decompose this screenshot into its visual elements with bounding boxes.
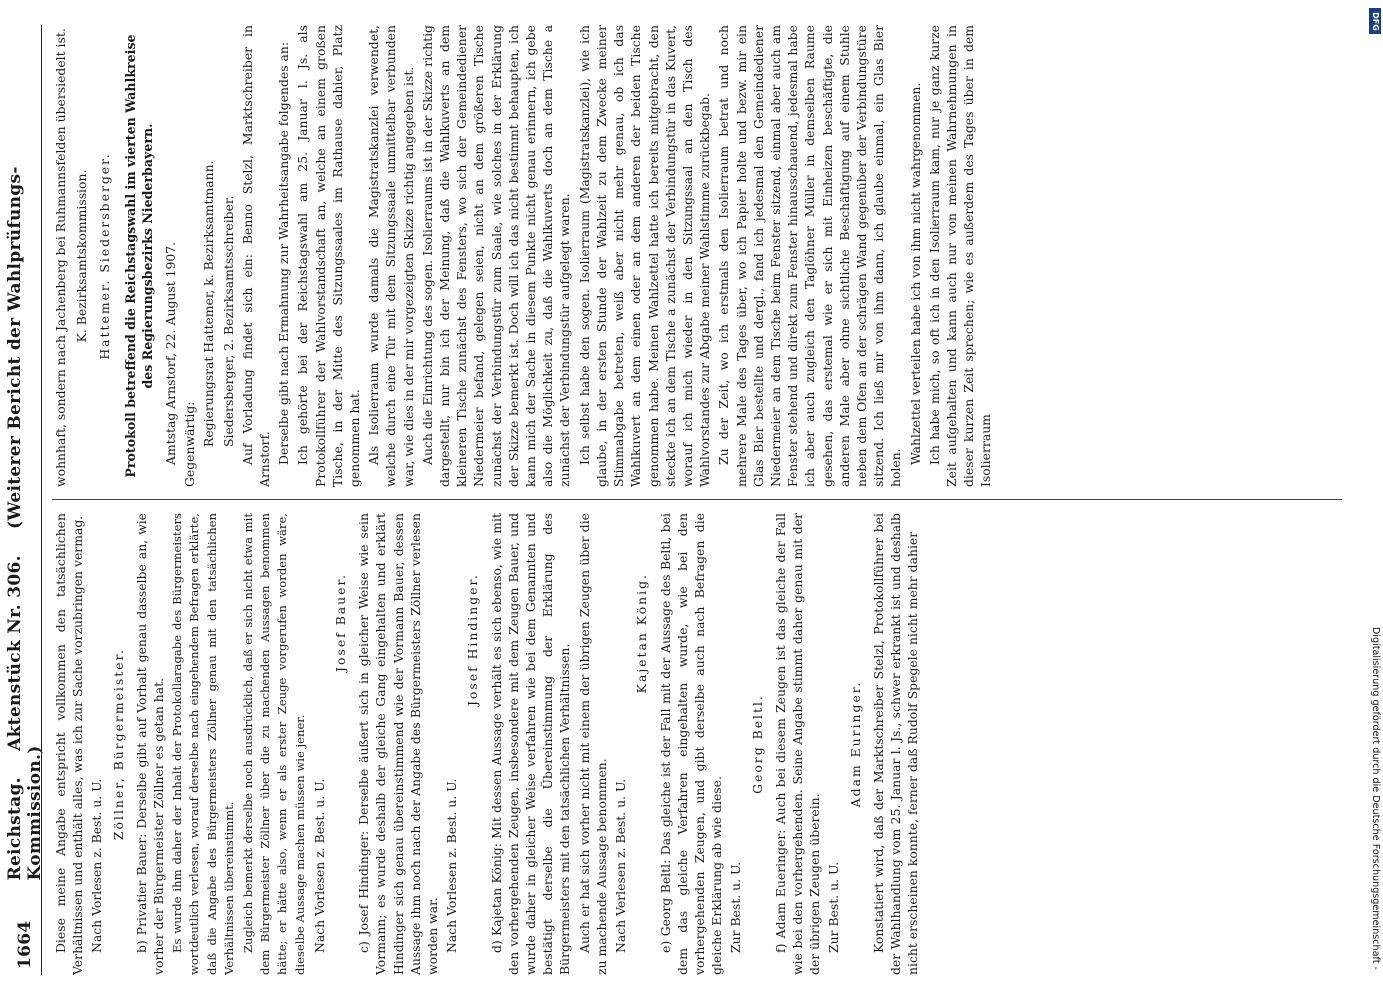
- commission-label: K. Bezirksamtskommission.: [74, 169, 90, 343]
- column-divider: [52, 499, 1342, 500]
- paragraph: Zur Best. u. U.: [728, 861, 744, 953]
- header-title-group: [5, 31, 45, 920]
- signature: Kajetan König.: [634, 573, 650, 694]
- paragraph: Als Isolierraum wurde damals die Magistratskanzlei verwendet, welche durch eine Tür mit dem Sitzungssaale unmittelbar verbunden war, wie dies in der mir vorgezeigten Skizze richtig angegeben ist.: [366, 25, 416, 487]
- paragraph: Nach Vorlesen z. Best. u. U.: [311, 778, 327, 953]
- running-header: [4, 25, 45, 975]
- signature: Georg Beltl.: [749, 694, 765, 794]
- paragraph: Nach Vorlesen z. Best. u. U.: [89, 778, 105, 953]
- paragraph: Konstatiert wird, daß der Marktschreiber Stelzl, Protokollführer bei der Wahlhandlung vom 25. Januar l. Js., schwer erkrankt ist und deshalb nicht erscheinen konnte, ferner daß Rudolf Spegele nicht mehr dahier: [870, 513, 921, 975]
- paragraph: Derselbe gibt nach Ermahnung zur Wahrheitsangabe folgendes an:: [276, 41, 292, 465]
- paragraph: Zu der Zeit, wo ich erstmals den Isolierraum betrat und noch mehrere Male des Tages über, wo ich Papier holte und bezw. mir ein Glas Bier bestellte und dergl., fand ich jedesmal den Gemeindediener Niedermeier an dem Tische beim Fenster sitzend, einmal aber auch am Fenster stehend und direkt zum Fenster hinausschauend, jedesmal habe ich aber auch zugleich den Taglöhner Müller in demselben Raume gesehen, das erstemal wie er sich mit Einheizen beschäftigte, die anderen Male aber ohne sichtliche Beschäftigung auf einem Stuhle neben dem Ofen an der schrägen Wand gegenüber der Verbindungstüre sitzend. Ich ließ mir von ihm dann, ich glaube einmal, ein Glas Bier holen.: [716, 25, 904, 487]
- dfg-logo: [1369, 8, 1381, 34]
- paragraph: Wahlzettel verteilen habe ich von ihm nicht wahrgenommen.: [907, 82, 923, 465]
- paragraph: Ich selbst habe den sogen. Isolierraum (Magistratskanzlei), wie ich glaube, in der ersten Stunde der Wahlzeit zu dem Zwecke meiner Stimmabgabe betreten, weiß aber nicht mehr genau, ob ich das Wahlkuvert an dem einen oder an dem anderen der beiden Tische genommen habe. Meinen Wahlzettel hatte ich bereits mitgebracht, den steckte ich an dem Tische a zunächst der Verbindungstür in das Kuvert, worauf ich mich wieder in den Sitzungssaal an den Tisch des Wahlvorstandes zur Abgabe meiner Wahlstimme zurückbegab.: [576, 25, 713, 487]
- signature: Zöllner, Bürgermeister.: [110, 647, 126, 841]
- signature: Josef Bauer.: [333, 573, 349, 672]
- left-column: [52, 513, 1342, 975]
- dfg-logo-text: DFG: [1370, 11, 1380, 31]
- digitization-note-text: Digitalisierung gefördert durch die Deutsche Forschungsgemeinschaft -: [1370, 626, 1381, 970]
- paragraph: Regierungsrat Hattemer, k. Bezirksamtmann.: [201, 160, 217, 447]
- paragraph: Amtstag Arnstorf, 22. August 1907.: [163, 241, 179, 465]
- header-title: (Weiterer Bericht der Wahlprüfungs-Kommission.): [4, 166, 45, 881]
- signature: Josef Hindinger.: [465, 573, 481, 707]
- paragraph: c) Josef Hindinger: Derselbe äußert sich in gleicher Weise wie sein Vormann; es wurde deshalb der gleiche Gang eingehalten und erklärt Hindinger sich genau übereinstimmend wie der Vormann Bauer, dessen Aussage ihm noch nach der Angabe des Bürgermeisters Zöllner verlesen worden war.: [356, 513, 441, 975]
- paragraph: d) Kajetan König: Mit dessen Aussage verhält es sich ebenso, wie mit den vorhergehenden Zeugen, insbesondere mit dem Zeugen Bauer, und wurde daher in gleicher Weise verfahren wie bei dem Genannten und bestätigt derselbe die Übereinstimmung der Erklärung des Bürgermeisters mit den tatsächlichen Verhältnissen.: [488, 513, 573, 975]
- paragraph: Siedersberger, 2. Bezirksamtsschreiber.: [220, 195, 236, 447]
- paragraph: Zur Best. u. U.: [826, 861, 842, 953]
- header-document: Aktenstück Nr. 306.: [4, 555, 25, 751]
- paragraph: Auch die Einrichtung des sogen. Isolierraums ist in der Skizze richtig dargestellt, nur bin ich der Meinung, daß die Wahlkuverts an dem kleineren Tische zunächst des Fensters, wo sich der Gemeindediener Niedermeier befand, gelegen seien, nicht an dem größeren Tische zunächst der Verbindungstür zum Saale, wie solches in der Erklärung der Skizze bemerkt ist. Doch will ich das nicht bestimmt behaupten, ich kann mich der Sache in diesem Punkte nicht genau erinnern, ich gebe also die Möglichkeit zu, daß die Wahlkuverts doch an dem Tische a zunächst der Verbindungstür aufgelegt waren.: [419, 25, 573, 487]
- paragraph: Auf Vorladung findet sich ein: Benno Stelzl, Marktschreiber in Arnstorf.: [239, 25, 273, 487]
- paragraph: f) Adam Eueringer: Auch bei diesem Zeugen ist das gleiche der Fall wie bei den vorhergehenden. Seine Angabe stimmt daher genau mit der der übrigen Zeugen überein.: [772, 513, 823, 975]
- paragraph: Zugleich bemerkt derselbe noch ausdrücklich, daß er sich nicht etwa mit dem Bürgermeister Zöllner über die zu machenden Aussagen benommen hätte; er hätte also, wenn er als erster Zeuge vorgerufen worden wäre, dieselbe Aussage machen müssen wie jener.: [241, 513, 307, 975]
- paragraph: Diese meine Angabe entspricht vollkommen den tatsächlichen Verhältnissen und enthält alles, was ich zur Sache vorzubringen vermag.: [53, 513, 86, 975]
- paragraph: wohnhaft, sondern nach Jachenberg bei Ruhmannsfelden übersiedelt ist.: [53, 28, 68, 487]
- paragraph: Gegenwärtig:: [182, 401, 198, 487]
- signature: Adam Euringer.: [847, 680, 863, 808]
- paragraph: Es wurde ihm daher der Inhalt der Protokollaragabe des Bürgermeisters wortdeutlich verlesen, worauf derselbe nach eingehendem Befragen erklärte, daß die Angabe des Bürgermeisters Zöllner genau mit den tatsächlichen Verhältnissen übereinstimmt.: [170, 513, 236, 975]
- paragraph: Nach Verlesen z. Best. u. U.: [613, 778, 629, 953]
- paragraph: b) Privatier Bauer: Derselbe gibt auf Vorhalt genau dasselbe an, wie vorher der Bürgermeister Zöllner es getan hat.: [133, 513, 167, 975]
- header-section: Reichstag.: [4, 777, 25, 881]
- paragraph: Auch er hat sich vorher nicht mit einem der übrigen Zeugen über die zu machende Aussage benommen.: [576, 513, 609, 975]
- paragraph: Ich habe mich, so oft ich in den Isolierraum kam, nur je ganz kurze Zeit aufgehalten und kann auch nur von meinen Wahrnehmungen in dieser kurzen Zeit sprechen; wie es außerdem des Tages über in dem Isolierraum: [926, 25, 994, 487]
- right-column: [52, 25, 1342, 487]
- digitization-note: [1368, 40, 1382, 970]
- document-page: [4, 25, 1358, 975]
- signature: Hattemer. Siedersberger.: [97, 152, 113, 360]
- paragraph: e) Georg Beltl: Das gleiche ist der Fall mit der Aussage des Beltl, bei dem das gleiche Verfahren eingehalten wurde, wie bei den vorhergehenden Zeugen, und gibt derselbe auch nach Befragen die gleiche Erklärung ab wie diese.: [657, 513, 725, 975]
- protocol-heading: Protokoll betreffend die Reichstagswahl im vierten Wahlkreise des Regierungsbezirks Niederbayern.: [122, 34, 155, 478]
- paragraph: Nach Vorlesen z. Best. u. U.: [444, 778, 460, 953]
- page-number: 1664: [14, 920, 35, 969]
- paragraph: Ich gehörte bei der Reichstagswahl am 25. Januar l. Js. als Protokollführer der Wahlvorstandschaft an, welche an einem großen Tische, in der Mitte des Sitzungssaales im Rathause dahier, Platz genommen hat.: [295, 25, 363, 487]
